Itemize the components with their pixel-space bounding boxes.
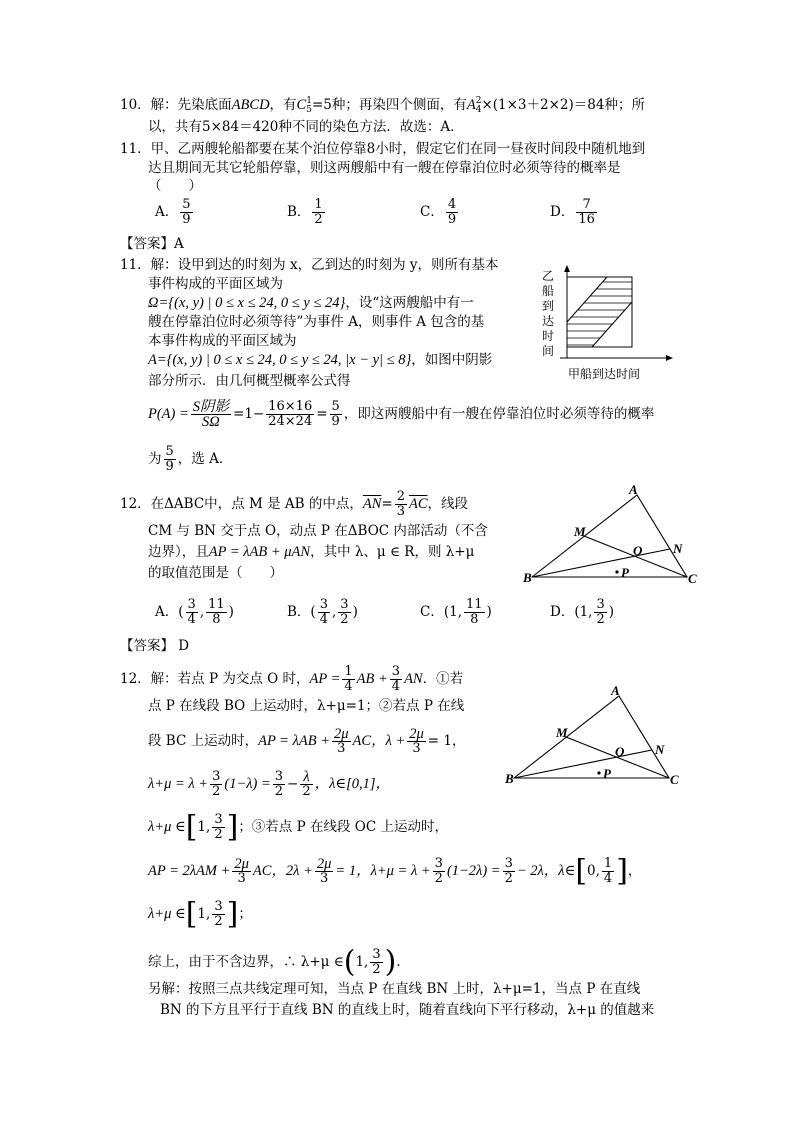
q10-a-sub: 4 [475,104,482,115]
q12sol-l3c: = 1， [427,733,466,749]
q10-line1 [120,96,645,115]
label-c: C [688,571,697,586]
q12-opt-rp: ) [608,604,615,620]
q12-opt-n2: 3 [596,597,605,612]
q12-opt-lp: ( [178,604,184,620]
q12-opt-d1: 4 [319,612,328,627]
q12sol-l5d: 2 [214,827,223,842]
triangle-abc [532,495,687,577]
q11-pa: P(A) = [148,406,189,422]
q12sol-l6n3: 3 [434,856,443,871]
q11-sol-line9 [148,445,232,474]
q12sol-l5c: ；③若点 P 在线段 OC 上运动时， [238,819,448,835]
q11-sol-line6 [148,351,492,369]
label-c: C [670,772,679,787]
q12-opt-lp: (1, [443,604,462,620]
q12sol-an: AN [404,671,423,687]
q10-abcd: ABCD [231,97,270,113]
q12sol-l8c: ． [396,954,410,970]
q11-eq1: =1− [233,406,265,422]
label-p: P [621,565,629,580]
q12sol-l1b: ．①若 [422,671,464,687]
q12sol-l4n2: 3 [274,769,284,784]
q12-opt-d1: 4 [187,612,196,627]
q12sol-l6f: − 2λ，λ∈ [516,863,576,879]
q12-l1a: 12．在ΔABC中，点 M 是 AB 的中点， [120,496,363,512]
q11-sol-line8-text: ，即这两艘船中有一艘在停靠泊位时必须等待的概率 [343,406,655,422]
q12sol-l1a: 12．解：若点 P 为交点 O 时， [120,671,310,687]
x-axis-arrow [666,355,673,361]
q11-option-letter: D． [550,204,575,220]
band-lower-edge [592,302,632,347]
q12-opt-rp: ) [352,604,358,620]
q12sol-line3 [148,727,466,756]
q12sol-l8n: 3 [372,947,381,962]
q11-option-num: 1 [314,197,323,212]
q10-c-sup: 1 [306,95,312,106]
q11-option-den: 2 [314,212,323,227]
q11-option-a [155,198,195,227]
q11-option-c [420,198,460,227]
q12sol-l3d: 3 [337,741,346,756]
q11-line2: 达且期间无其它轮船停靠，则这两艘船中有一艘在停靠泊位时必须等待的概率是 [148,160,621,176]
q12sol-line4 [148,770,390,799]
label-b: B [505,771,514,786]
q12-opt-d2: 8 [212,612,221,627]
q12sol-l3n: 2μ [334,726,349,742]
q12-l1b: ，线段 [427,496,468,512]
q12sol-line8: 综上，由于不含边界，∴ λ+μ ∈(1, $\frac{3}{2}$ )． [148,944,410,980]
q11-s-omega: SΩ [202,414,220,430]
q11-option-b [287,198,327,227]
q12sol-ab: AB + [356,671,388,687]
segment-bn [514,750,652,778]
omega-square [567,277,632,347]
q11-sol-line4: 艘在停靠泊位时必须等待”为事件 A，则事件 A 包含的基 [148,314,485,330]
q12sol-l6d2: 3 [320,871,329,886]
q12sol-n1: 1 [344,664,353,679]
q12sol-l3a: 段 BC 上运动时， [148,733,259,749]
q12-opt-n1: 3 [319,597,328,612]
q12-eq: = [381,496,393,512]
q12-opt-lp: ( [310,604,316,620]
q11-s-shadow: S阴影 [192,399,230,415]
q12sol-l8a: 综上，由于不含边界，∴ λ+μ ∈ [148,954,344,970]
q12-line4: 的取值范围是（ ） [148,565,283,581]
q12sol-line9: 另解：按照三点共线定理可知，当点 P 在直线 BN 上时，λ+μ=1，当点 P 在直线 [148,981,641,997]
q10-a-sup: 2 [475,95,482,106]
q10-c-symbol: C [296,97,307,113]
point-p-dot [615,570,618,573]
q12sol-line6: AP = 2λAM + $\frac{2\mu}{3}$ AC，2λ + $\frac{2\mu}{3}$ = 1，λ+μ = λ + $\frac{3}{2}$ (1−2λ) = $\frac{3}{2}$ − 2λ，λ∈[0, $\frac{1}{4}$ ]， [148,853,642,889]
q12sol-l6n: 2μ [234,856,249,872]
q12sol-l4e: ，λ∈[0,1]， [314,776,391,792]
label-m: M [574,524,586,539]
q10-text-c: =5种；再染四个侧面，有 [311,97,467,113]
q10-text-b: ，有 [269,97,297,113]
q12sol-l4a: λ+μ = λ + [148,776,209,792]
q12sol-l7c: ； [238,906,252,922]
q12-option-a [155,598,234,627]
q12-opt-d2: 2 [596,612,605,627]
q12sol-l3expr: AP = λAB + [258,733,330,749]
q12sol-line1 [120,665,463,694]
q12-l3a: 边界），且 [148,544,209,560]
q12-opt-letter: D． [550,604,575,620]
q12sol-l4n: 3 [212,769,221,784]
q11-sol-line8 [148,400,654,429]
q11-answer: 【答案】A [120,236,184,252]
q11-rden2: 9 [165,459,174,474]
q12sol-l6n4: 3 [504,856,513,871]
q12sol-l1expr: AP = [309,671,341,687]
q12sol-line10: BN 的下方且平行于直线 BN 的直线上时，随着直线向下平行移动，λ+μ 的值越来 [160,1002,655,1018]
q12sol-l4b: (1−λ) = [224,776,271,792]
q12-option-b [287,598,358,627]
svg-text:船: 船 [542,284,555,298]
q12sol-l5n: 3 [214,812,223,827]
q10-line2: 以，共有5×84＝420种不同的染色方法．故选：A． [148,119,464,135]
q11-region-graph [530,262,680,382]
shaded-band [560,282,640,345]
q12sol-l4d3: 2 [302,784,311,799]
q12sol-l4d: 2 [212,784,221,799]
q11-sol-line5: 本事件构成的平面区域为 [148,333,297,349]
q11-sol-line3 [148,294,474,312]
q11-sol-line7: 部分所示．由几何概型概率公式得 [148,373,351,389]
y-axis-label [542,269,554,358]
label-p: P [603,766,611,781]
q11-fnum: 16×16 [268,399,313,414]
q12-line1 [120,490,468,519]
q12-answer: 【答案】 D [120,638,190,654]
q11-fden: 24×24 [268,414,313,429]
q12sol-l8d: 2 [372,962,381,977]
q11-sol-line6-text: ，如图中阴影 [411,352,493,368]
q12sol-l3d2: 3 [412,741,421,756]
q11-option-den: 16 [578,212,595,227]
q12-opt-lp: (1, [574,604,593,620]
q12-opt-rp: ) [228,604,234,620]
q11-sol-line1: 11．解：设甲到达的时刻为 x，乙到达的时刻为 y，则所有基本 [120,257,499,273]
q12-opt-comma: , [199,604,205,620]
q11-line1: 11．甲、乙两艘轮船都要在某个泊位停靠8小时，假定它们在同一昼夜时间段中随机地到 [120,141,646,157]
q12sol-l3b: ，λ + [371,733,406,749]
q11-option-den: 9 [182,212,191,227]
q12-opt-n2: 3 [340,597,349,612]
q11-option-letter: A． [155,204,179,220]
q12-line3 [148,543,474,561]
q12sol-l4d2: 2 [274,784,284,799]
q12-fden: 3 [396,504,405,519]
q11-option-num: 5 [182,197,191,212]
segment-bn [532,549,670,577]
q11-event-set: A={(x, y) | 0 ≤ x ≤ 24, 0 ≤ y ≤ 24, |x − y| ≤ 8} [148,352,412,368]
point-p-dot [597,771,600,774]
q12sol-l6a: AP = 2λAM + [148,863,231,879]
q12sol-l5a: λ+μ ∈ [148,819,186,835]
q12sol-l6c: = 1，λ+μ = λ + [335,863,431,879]
q12-opt-letter: A． [155,604,179,620]
q12-opt-n2: 11 [466,597,483,612]
q12sol-l3n2: 2μ [409,726,424,742]
q12sol-l7a: λ+μ ∈ [148,906,186,922]
q11-option-num: 4 [447,197,457,212]
q11-option-num: 7 [576,198,597,213]
label-o: O [633,543,643,558]
q11-sol-line9-a: 为 [148,451,162,467]
q12sol-line5: λ+μ ∈[1, $\frac{3}{2}$ ]；③若点 P 在线段 OC 上运动时， [148,809,448,845]
q12sol-l6d5: 4 [603,871,613,886]
q12sol-l4c: − [287,776,299,792]
q11-option-letter: B． [287,204,311,220]
q12sol-d2: 4 [391,679,401,694]
label-n: N [673,541,683,556]
q12-opt-n2: 11 [208,597,225,612]
y-axis-arrow [564,265,570,272]
q12sol-l6h: ， [627,863,642,879]
q12sol-l6n5: 1 [603,856,613,871]
q12-vec-ac: $\overline{AC}$ [408,496,428,512]
q12-l3b: ，其中 λ、μ ∈ R，则 λ+μ [310,544,475,560]
svg-text:达: 达 [542,314,555,328]
q12-line2: CM 与 BN 交于点 O，动点 P 在ΔBOC 内部活动（不含 [148,523,488,539]
q11-option-d [550,198,599,227]
q12-l3expr: AP = λAB + μAN [208,544,311,560]
q12-option-d [550,598,614,627]
q12sol-l3ac: AC [352,733,372,749]
q11-sol-line3-text: ，设“这两艘船中有一 [345,295,474,311]
label-b: B [523,570,532,585]
q12sol-l6g: 0, [587,863,600,879]
q12sol-l6d3: 2 [434,871,443,886]
x-axis-label: 甲船到达时间 [568,367,641,381]
q10-a-symbol: A [466,97,476,113]
q12sol-triangle-figure [502,686,687,791]
q12sol-line7: λ+μ ∈[1, $\frac{3}{2}$ ]； [148,896,252,932]
q12-opt-d2: 2 [340,612,349,627]
svg-text:间: 间 [542,344,555,358]
q11-blank: （ ） [148,178,202,194]
q10-c-sub: 5 [306,104,312,115]
svg-text:乙: 乙 [542,269,555,283]
q12sol-l7d: 2 [214,914,223,929]
q11-sol-line9-b: ，选 A． [177,451,233,467]
q11-rden: 9 [331,414,340,429]
q12sol-l7b: 1, [197,906,211,922]
q12-triangle-figure [520,485,705,590]
q12sol-l7n: 3 [214,899,223,914]
q11-option-letter: C． [420,204,444,220]
svg-text:到: 到 [542,299,555,313]
q12-opt-rp: ) [486,604,492,620]
q11-option-den: 9 [447,212,457,227]
q11-rnum: 5 [331,399,340,414]
label-o: O [615,744,625,759]
q12sol-l6ac: AC [252,863,272,879]
q12-vec-an: $\overline{AN}$ [362,496,382,512]
label-a: A [629,485,638,497]
q12-option-c [420,598,492,627]
label-m: M [556,725,568,740]
q12sol-l6b: ，2λ + [271,863,313,879]
q12sol-l6e: (1−2λ) = [446,863,501,879]
q12-opt-d2: 8 [470,612,479,627]
q11-rnum2: 5 [165,444,174,459]
q12sol-d1: 4 [344,679,353,694]
q12sol-l6n2: 2μ [316,856,332,872]
q12-opt-letter: C． [420,604,444,620]
q12-opt-n1: 3 [187,597,196,612]
label-n: N [655,742,665,757]
svg-text:时: 时 [542,329,555,343]
q12sol-line2: 点 P 在线段 BO 上运动时，λ+μ=1；②若点 P 在线 [148,698,465,714]
q12sol-l4n3: λ [300,770,312,785]
q11-omega-set: Ω={(x, y) | 0 ≤ x ≤ 24, 0 ≤ y ≤ 24} [148,295,346,311]
q11-sol-line2: 事件构成的平面区域为 [148,276,283,292]
label-a: A [611,686,620,698]
q12-fnum: 2 [396,489,405,504]
q10-text-a: 10．解：先染底面 [120,97,232,113]
band-upper-edge [567,277,607,322]
q10-text-d: ×(1×3＋2×2)＝84种；所 [481,97,645,113]
q12sol-l5b: 1, [197,819,211,835]
q12sol-l6d: 3 [237,871,246,886]
q12sol-n2: 3 [391,664,401,679]
triangle-abc [514,696,669,778]
q12sol-l8b: 1, [355,954,369,970]
q12-opt-comma: , [331,604,337,620]
q12sol-l6d4: 2 [504,871,513,886]
q11-eq2: = [316,406,328,422]
q12-opt-letter: B． [287,604,311,620]
